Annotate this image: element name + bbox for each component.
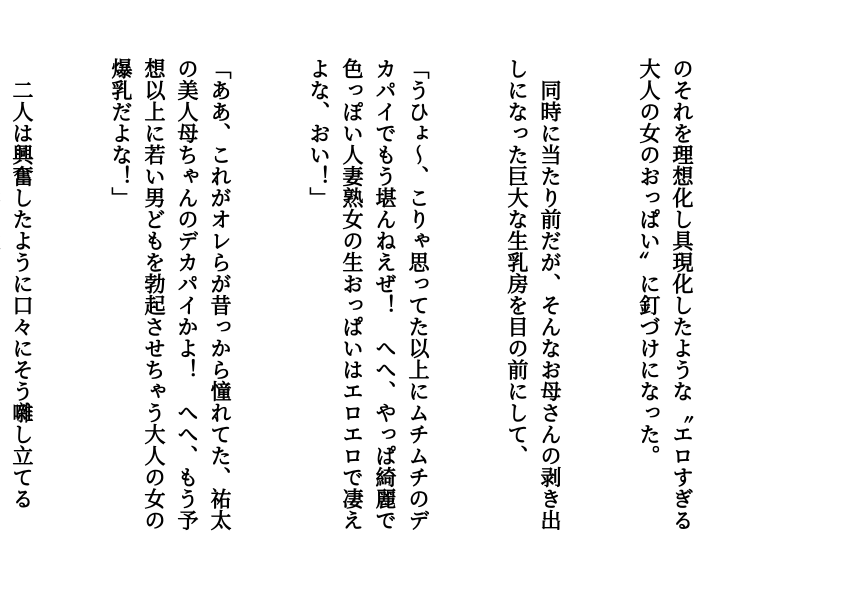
vertical-text-body bbox=[10, 58, 764, 538]
paragraph: 「ああ、これがオレらが昔っから憧れてた、祐太の美人母ちゃんのデカパイかよ！ へへ、もう予想以上に若い男どもを勃起させちゃう大人の女の爆乳だよな！」 bbox=[109, 58, 232, 531]
paragraph: 同時に当たり前だが、そんなお母さんの剥き出しになった巨大な生乳房を目の前にして、 bbox=[505, 58, 562, 531]
paragraph: 「うひょ〜、こりゃ思ってた以上にムチムチのデカパイでもう堪んねえぜ！ へへ、やっぱ綺麗で色っぽい人妻熟女の生おっぱいはエロエロで凄えよな、おい！」 bbox=[307, 58, 430, 531]
paragraph: 二人は興奮したように口々にそう囃し立てる bbox=[10, 79, 34, 510]
paragraph: のそれを理想化し具現化したような〝エロすぎる大人の女のおっぱい〟に釘づけになった。 bbox=[637, 58, 694, 531]
